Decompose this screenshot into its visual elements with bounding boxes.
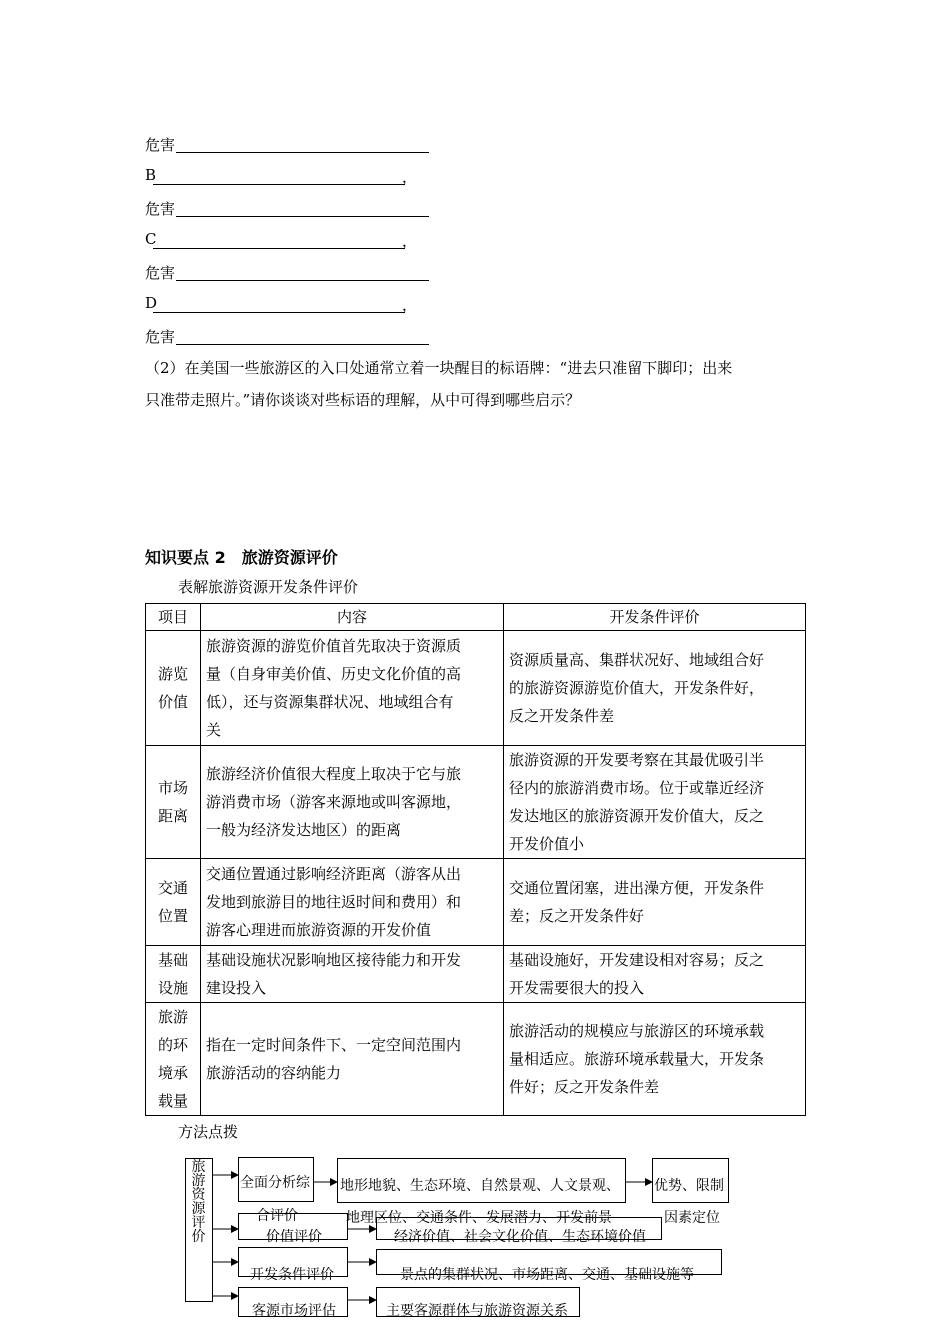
- header-evaluation: 开发条件评价: [504, 604, 806, 631]
- cell-line: 低），还与资源集群状况、地域组合有: [206, 693, 454, 711]
- cell-line: 径内的旅游消费市场。位于或靠近经济: [509, 779, 765, 797]
- cell-line: 交通位置闭塞，进出澡方便，开发条件: [509, 879, 765, 897]
- cell-line: 交通: [157, 879, 188, 897]
- flow-root-text: 旅游资源评价: [191, 1159, 206, 1245]
- flow-box-value-label: 价值评价: [266, 1229, 322, 1245]
- cell-line: 旅游活动的容纳能力: [206, 1064, 342, 1082]
- answer-line-suffix: ，: [402, 296, 418, 314]
- answer-line-label: 危害: [145, 328, 176, 346]
- cell-line: 开发需要很大的投入: [509, 979, 645, 997]
- flow-detail-line1: 地形地貌、生态环境、自然景观、人文景观、: [340, 1178, 620, 1194]
- cell-line: 旅游经济价值很大程度上取决于它与旅: [206, 765, 462, 783]
- answer-line-label: D: [145, 294, 158, 312]
- cell-line: 距离: [157, 807, 188, 825]
- cell-line: 关: [206, 721, 222, 739]
- flow-box-comprehensive-line1: 全面分析综: [240, 1175, 310, 1191]
- cell-line: 游消费市场（游客来源地或叫客源地，: [206, 793, 462, 811]
- table-caption: 表解旅游资源开发条件评价: [178, 578, 359, 596]
- header-content: 内容: [201, 604, 504, 631]
- section-title: 知识要点 2 旅游资源评价: [145, 548, 338, 567]
- cell-line: 交通位置通过影响经济距离（游客从出: [206, 865, 462, 883]
- cell-line: 资源质量高、集群状况好、地域组合好: [509, 651, 765, 669]
- flow-box-market-detail-text: 主要客源群体与旅游资源关系: [386, 1303, 568, 1319]
- cell-line: 的旅游资源游览价值大，开发条件好，: [509, 679, 765, 697]
- cell-line: 差；反之开发条件好: [509, 907, 645, 925]
- answer-line-suffix: ，: [402, 232, 418, 250]
- cell-line: 指在一定时间条件下、一定空间范围内: [206, 1036, 462, 1054]
- answer-line-label: C: [145, 230, 157, 248]
- cell-line: 位置: [157, 907, 188, 925]
- method-label: 方法点拨: [178, 1123, 239, 1141]
- cell-line: 游客心理进而旅游资源的开发价值: [206, 921, 432, 939]
- question-2-line-2: 只准带走照片。”请你谈谈对些标语的理解，从中可得到哪些启示？: [145, 391, 581, 409]
- cell-line: 游览: [157, 665, 188, 683]
- flow-box-value-detail-text: 经济价值、社会文化价值、生态环境价值: [394, 1229, 646, 1245]
- cell-line: 件好；反之开发条件差: [509, 1078, 660, 1096]
- header-item: 项目: [146, 604, 201, 631]
- cell-line: 基础: [157, 951, 188, 969]
- cell-line: 价值: [157, 693, 188, 711]
- flow-box-comprehensive-line2: 合评价: [256, 1208, 298, 1224]
- flow-box-market-label: 客源市场评估: [252, 1303, 336, 1319]
- cell-line: 旅游资源的游览价值首先取决于资源质: [206, 637, 462, 655]
- cell-line: 开发价值小: [509, 835, 585, 853]
- cell-line: 旅游活动的规模应与旅游区的环境承载: [509, 1022, 765, 1040]
- answer-line-label: B: [145, 166, 157, 184]
- cell-line: 反之开发条件差: [509, 707, 615, 725]
- cell-line: 基础设施状况影响地区接待能力和开发: [206, 951, 462, 969]
- flow-result-line2: 因素定位: [664, 1210, 720, 1226]
- question-2-line-1: （2）在美国一些旅游区的入口处通常立着一块醒目的标语牌：“进去只准留下脚印；出来: [145, 359, 733, 377]
- cell-line: 设施: [157, 979, 188, 997]
- flow-detail-line2: 地理区位、交通条件、发展潜力、开发前景: [346, 1210, 612, 1226]
- flow-box-development-label: 开发条件评价: [250, 1267, 334, 1283]
- cell-line: 一般为经济发达地区）的距离: [206, 821, 402, 839]
- cell-line: 的环: [157, 1036, 188, 1054]
- cell-line: 发地到旅游目的地往返时间和费用）和: [206, 893, 462, 911]
- answer-line-label: 危害: [145, 200, 176, 218]
- cell-line: 载量: [157, 1092, 188, 1110]
- cell-line: 量相适应。旅游环境承载量大，开发条: [509, 1050, 765, 1068]
- answer-line-label: 危害: [145, 264, 176, 282]
- cell-line: 境承: [157, 1064, 188, 1082]
- cell-line: 市场: [157, 779, 188, 797]
- cell-line: 发达地区的旅游资源开发价值大，反之: [509, 807, 765, 825]
- answer-line-suffix: ，: [402, 168, 418, 186]
- answer-line-label: 危害: [145, 136, 176, 154]
- cell-line: 基础设施好，开发建设相对容易；反之: [509, 951, 765, 969]
- cell-line: 建设投入: [206, 979, 267, 997]
- cell-line: 旅游资源的开发要考察在其最优吸引半: [509, 751, 765, 769]
- flow-result-line1: 优势、限制: [654, 1178, 724, 1194]
- flow-box-development-detail-text: 景点的集群状况、市场距离、交通、基础设施等: [400, 1267, 694, 1283]
- cell-line: 量（自身审美价值、历史文化价值的高: [206, 665, 462, 683]
- cell-line: 旅游: [157, 1008, 188, 1026]
